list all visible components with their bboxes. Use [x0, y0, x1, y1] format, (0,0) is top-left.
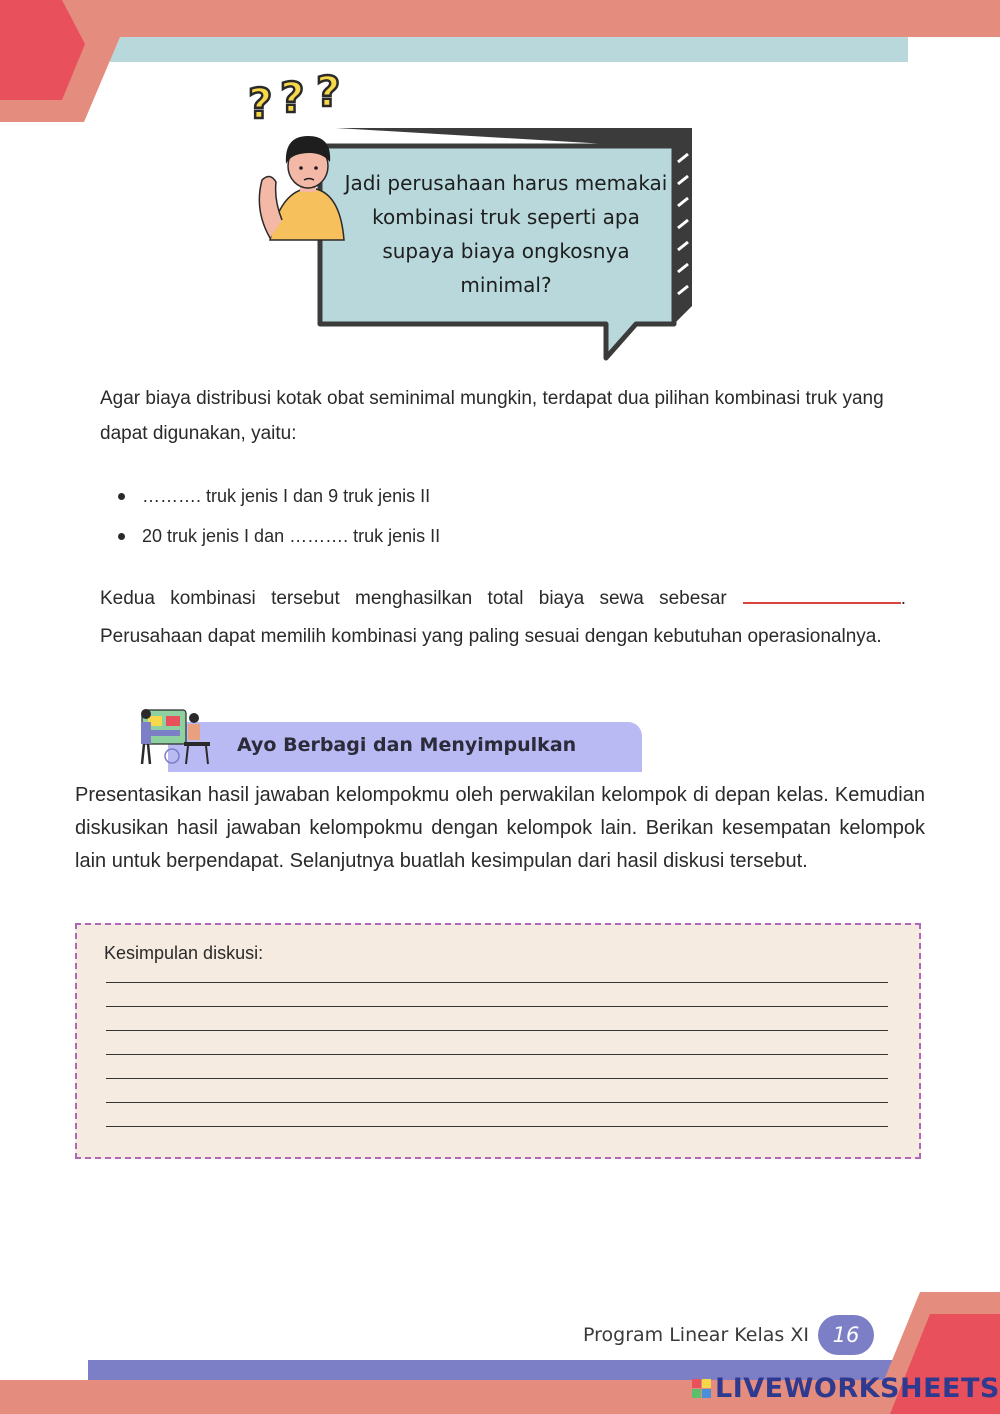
option-list: [118, 476, 818, 556]
conclusion-label: Kesimpulan diskusi:: [104, 943, 264, 963]
writing-line: [106, 1030, 888, 1031]
svg-text:?: ?: [280, 73, 305, 122]
intro-paragraph: Agar biaya distribusi kotak obat seminimal mungkin, terdapat dua pilihan kombinasi truk yang dapat digunakan, yaitu:: [100, 388, 884, 444]
total-cost-followup: Perusahaan dapat memilih kombinasi yang paling sesuai dengan kebutuhan operasionalnya.: [100, 626, 882, 647]
conclusion-answer-area[interactable]: [104, 970, 890, 1132]
section-title: Ayo Berbagi dan Menyimpulkan: [237, 734, 577, 756]
watermark-text: LIVEWORKSHEETS: [715, 1373, 1000, 1404]
writing-line: [106, 1078, 888, 1079]
header-band: [0, 0, 1000, 37]
writing-line: [106, 1054, 888, 1055]
writing-line: [106, 1006, 888, 1007]
question-marks-icon: [248, 70, 340, 128]
svg-text:?: ?: [248, 79, 273, 128]
liveworksheets-logo-icon: [692, 1379, 711, 1398]
writing-line: [106, 1126, 888, 1127]
list-item: 20 truk jenis I dan ………. truk jenis II: [118, 516, 818, 556]
total-cost-sentence: [100, 581, 906, 616]
group-discussion-icon: [132, 704, 216, 770]
bubble-question: Jadi perusahaan harus memakai kombinasi truk seperti apa supaya biaya ongkosnya minimal?: [344, 171, 668, 297]
writing-line: [106, 1102, 888, 1103]
header-accent-bar: [110, 37, 908, 62]
liveworksheets-watermark: [692, 1373, 1000, 1404]
writing-line: [106, 982, 888, 983]
discussion-instructions: Presentasikan hasil jawaban kelompokmu oleh perwakilan kelompok di depan kelas. Kemudian diskusikan hasil jawaban kelompokmu dengan kelompok lain. Berikan kesempatan kelompok lain untuk berpendapat. Selanjutnya buatlah kesimpulan dari hasil diskusi tersebut.: [75, 784, 925, 872]
total-cost-text: Kedua kombinasi tersebut menghasilkan total biaya sewa sebesar: [100, 588, 727, 609]
book-title: Program Linear Kelas XI: [583, 1324, 809, 1346]
sentence-end-mark: .: [900, 588, 906, 609]
list-item: ………. truk jenis I dan 9 truk jenis II: [118, 476, 818, 516]
page-number: 16: [818, 1315, 874, 1355]
total-cost-answer-field[interactable]: [743, 582, 901, 604]
svg-text:?: ?: [316, 70, 341, 116]
header-corner-decoration: [0, 0, 120, 122]
